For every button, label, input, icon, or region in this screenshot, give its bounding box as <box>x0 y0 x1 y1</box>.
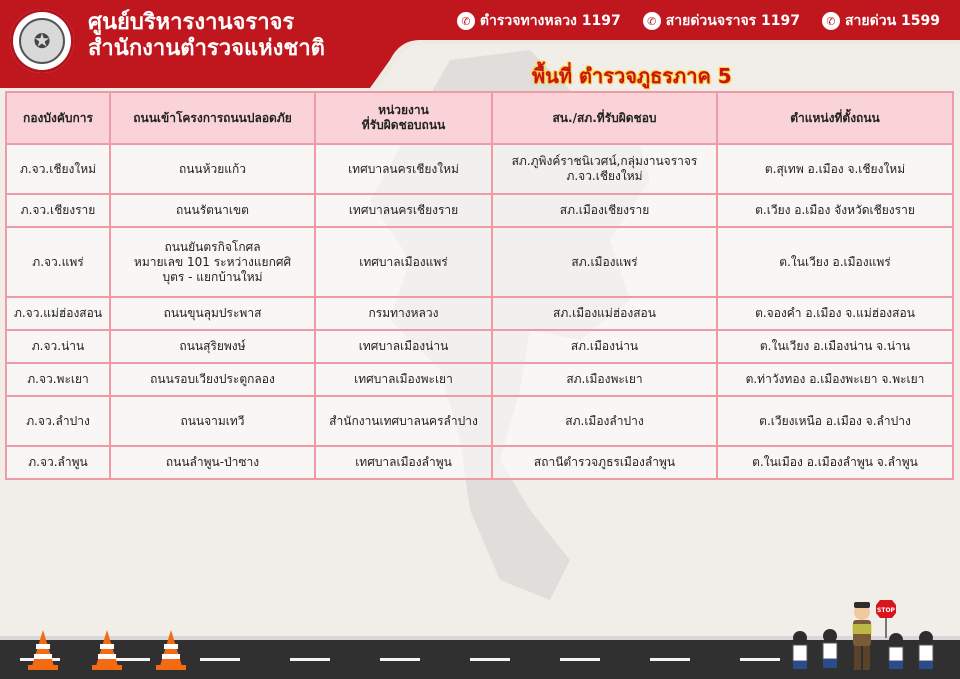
table-cell: ถนนลำพูน-ป่าซาง <box>110 446 315 479</box>
hotline-item <box>822 10 940 32</box>
table-row <box>6 446 953 479</box>
table-cell: ภ.จว.เชียงราย <box>6 194 110 227</box>
table-cell: เทศบาลนครเชียงใหม่ <box>315 144 492 194</box>
table-cell: ภ.จว.ลำปาง <box>6 396 110 446</box>
table-cell: ต.จองคำ อ.เมือง จ.แม่ฮ่องสอน <box>717 297 953 330</box>
table-cell: สภ.เมืองแม่ฮ่องสอน <box>492 297 717 330</box>
hotline-label: สายด่วนจราจร 1197 <box>665 13 801 29</box>
lane-line <box>290 658 330 661</box>
table-row <box>6 396 953 446</box>
table-cell: ถนนจามเทวี <box>110 396 315 446</box>
table-cell: สภ.เมืองแพร่ <box>492 227 717 297</box>
table-cell: เทศบาลเมืองน่าน <box>315 330 492 363</box>
table-cell: ต.ท่าวังทอง อ.เมืองพะเยา จ.พะเยา <box>717 363 953 396</box>
table-cell: ต.สุเทพ อ.เมือง จ.เชียงใหม่ <box>717 144 953 194</box>
column-header: สน./สภ.ที่รับผิดชอบ <box>492 92 717 144</box>
table-cell: สภ.เมืองลำปาง <box>492 396 717 446</box>
hotline-label: ตำรวจทางหลวง 1197 <box>479 13 621 29</box>
table-row <box>6 330 953 363</box>
table-cell: ถนนขุนลุมประพาส <box>110 297 315 330</box>
stop-sign-icon <box>876 600 896 638</box>
table-cell: ถนนสุริยพงษ์ <box>110 330 315 363</box>
child-figure <box>919 631 933 669</box>
table-cell: สภ.เมืองพะเยา <box>492 363 717 396</box>
table-cell: ต.เวียง อ.เมือง จังหวัดเชียงราย <box>717 194 953 227</box>
table-cell: สถานีตำรวจภูธรเมืองลำพูน <box>492 446 717 479</box>
police-logo <box>10 9 74 73</box>
lane-line <box>380 658 420 661</box>
column-header: หน่วยงาน ที่รับผิดชอบถนน <box>315 92 492 144</box>
lane-line <box>740 658 780 661</box>
table-row <box>6 297 953 330</box>
table-cell: ภ.จว.พะเยา <box>6 363 110 396</box>
table-row <box>6 144 953 194</box>
lane-line <box>200 658 240 661</box>
column-header: กองบังคับการ <box>6 92 110 144</box>
table-cell: ภ.จว.แม่ฮ่องสอน <box>6 297 110 330</box>
table-cell: ภ.จว.น่าน <box>6 330 110 363</box>
table-body <box>6 144 953 479</box>
table-cell: ต.ในเวียง อ.เมืองน่าน จ.น่าน <box>717 330 953 363</box>
phone-icon: ✆ <box>643 12 661 30</box>
table-cell: เทศบาลเมืองลำพูน <box>315 446 492 479</box>
phone-icon: ✆ <box>822 12 840 30</box>
table-cell: สภ.ภูพิงค์ราชนิเวศน์,กลุ่มงานจราจร ภ.จว.เชียงใหม่ <box>492 144 717 194</box>
table-cell: ต.เวียงเหนือ อ.เมือง จ.ลำปาง <box>717 396 953 446</box>
table-cell: ต.ในเมือง อ.เมืองลำพูน จ.ลำพูน <box>717 446 953 479</box>
table-cell: เทศบาลเมืองแพร่ <box>315 227 492 297</box>
police-emblem-icon: ✪ <box>19 18 65 64</box>
lane-line <box>650 658 690 661</box>
table-cell: ถนนห้วยแก้ว <box>110 144 315 194</box>
child-figure <box>793 631 807 669</box>
region-title: พื้นที่ ตำรวจภูธรภาค 5 <box>532 64 732 88</box>
hotline-item <box>643 10 800 32</box>
header-banner <box>0 0 960 90</box>
table-cell: ภ.จว.เชียงใหม่ <box>6 144 110 194</box>
org-title-line1: ศูนย์บริหารงานจราจร <box>88 10 295 35</box>
column-header: ถนนเข้าโครงการถนนปลอดภัย <box>110 92 315 144</box>
table-cell: ภ.จว.แพร่ <box>6 227 110 297</box>
safe-roads-table <box>5 91 954 480</box>
lane-line <box>470 658 510 661</box>
school-crossing-illustration <box>780 598 955 678</box>
table-cell: เทศบาลนครเชียงราย <box>315 194 492 227</box>
hotline-label: สายด่วน 1599 <box>845 13 940 29</box>
table-cell: ต.ในเวียง อ.เมืองแพร่ <box>717 227 953 297</box>
table-cell: สำนักงานเทศบาลนครลำปาง <box>315 396 492 446</box>
child-figure <box>823 629 837 668</box>
org-title-line2: สำนักงานตำรวจแห่งชาติ <box>88 36 325 61</box>
hotline-list <box>457 10 940 32</box>
table-cell: ถนนรอบเวียงประตูกลอง <box>110 363 315 396</box>
table-cell: สภ.เมืองน่าน <box>492 330 717 363</box>
table-cell: สภ.เมืองเชียงราย <box>492 194 717 227</box>
traffic-cone-icon <box>26 628 60 672</box>
table-cell: ถนนรัตนาเขต <box>110 194 315 227</box>
traffic-cone-icon <box>90 628 124 672</box>
column-header: ตำแหน่งที่ตั้งถนน <box>717 92 953 144</box>
table-cell: ถนนยันตรกิจโกศล หมายเลข 101 ระหว่างแยกศศิ บุตร - แยกบ้านใหม่ <box>110 227 315 297</box>
table-cell: กรมทางหลวง <box>315 297 492 330</box>
table-row <box>6 227 953 297</box>
traffic-cone-icon <box>154 628 188 672</box>
hotline-item <box>457 10 621 32</box>
child-figure <box>889 633 903 669</box>
table-cell: เทศบาลเมืองพะเยา <box>315 363 492 396</box>
lane-line <box>560 658 600 661</box>
phone-icon: ✆ <box>457 12 475 30</box>
org-title <box>88 10 325 62</box>
table-header-row <box>6 92 953 144</box>
table-row <box>6 194 953 227</box>
police-officer-figure <box>852 602 872 670</box>
stop-sign-label: STOP <box>877 607 895 614</box>
table-cell: ภ.จว.ลำพูน <box>6 446 110 479</box>
table-row <box>6 363 953 396</box>
